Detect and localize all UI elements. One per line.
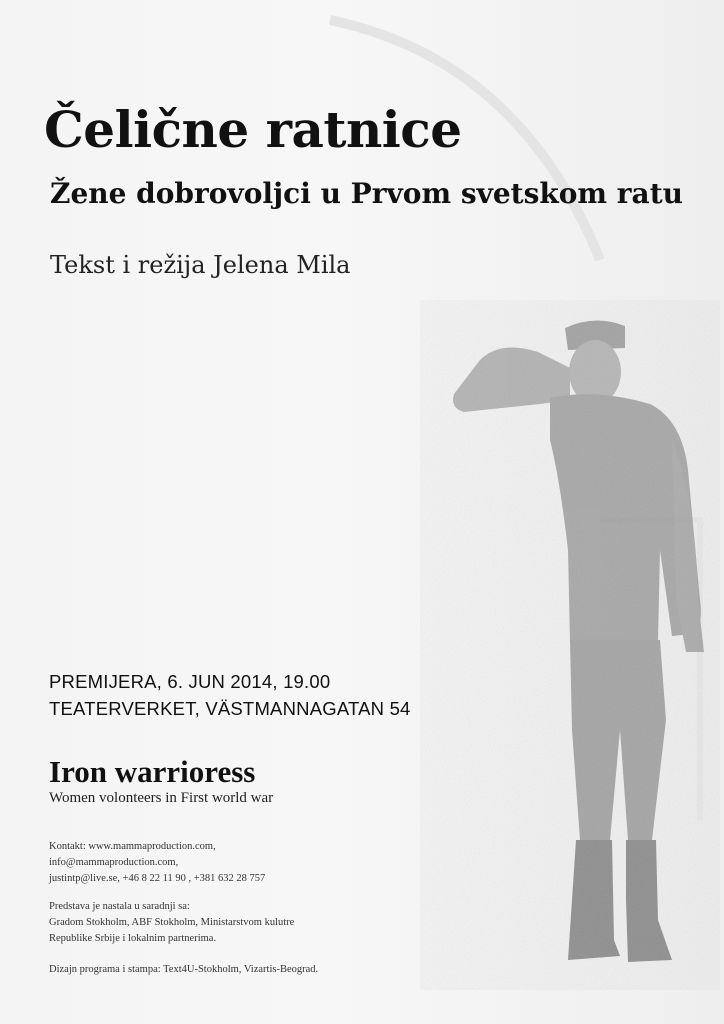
contact-line: Kontakt: www.mammaproduction.com, xyxy=(49,841,216,852)
support-intro: Predstava je nastala u saradnji sa: xyxy=(49,901,190,912)
poster-subtitle: Žene dobrovoljci u Prvom svetskom ratu xyxy=(50,177,683,210)
venue-address: TEATERVERKET, VÄSTMANNAGATAN 54 xyxy=(49,698,411,719)
contact-email: info@mammaproduction.com, xyxy=(49,857,179,868)
poster-title: Čelične ratnice xyxy=(44,100,462,159)
support-partners-cont: Republike Srbije i lokalnim partnerima. xyxy=(49,933,217,944)
design-credit: Dizajn programa i stampa: Text4U-Stokholm, Vizartis-Beograd. xyxy=(49,964,319,975)
credits-line: Tekst i režija Jelena Mila xyxy=(50,251,351,279)
support-partners: Gradom Stokholm, ABF Stokholm, Ministarstvom kulutre xyxy=(49,917,295,928)
english-subtitle: Women volonteers in First world war xyxy=(49,790,274,806)
saluting-soldier-illustration xyxy=(420,300,720,990)
contact-phone: justintp@live.se, +46 8 22 11 90 , +381 632 28 757 xyxy=(49,873,266,884)
english-title: Iron warrioress xyxy=(49,754,256,789)
premiere-date: PREMIJERA, 6. JUN 2014, 19.00 xyxy=(49,671,331,692)
